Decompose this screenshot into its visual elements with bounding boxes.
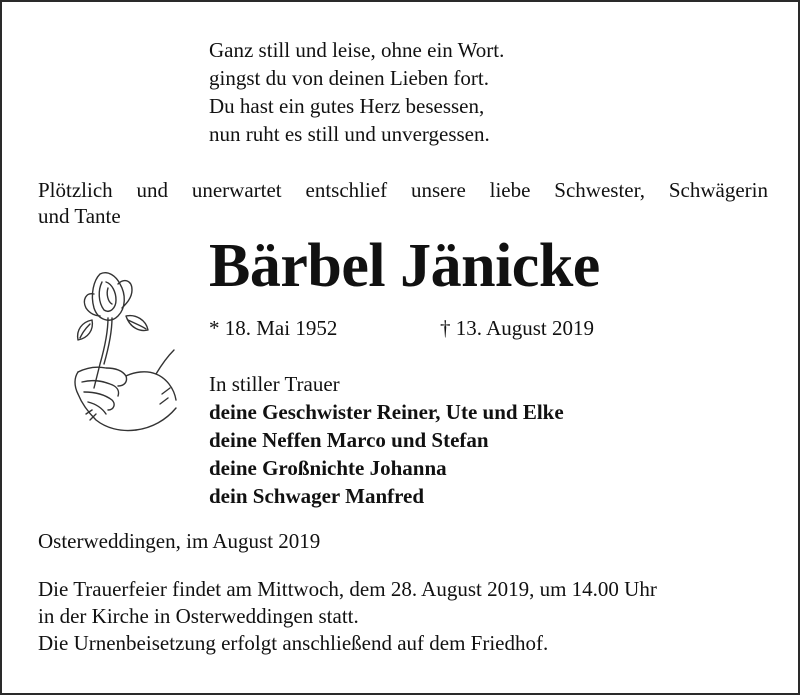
mourner-line: deine Geschwister Reiner, Ute und Elke bbox=[209, 400, 564, 424]
poem-line: Ganz still und leise, ohne ein Wort. bbox=[209, 38, 505, 62]
announcement-text bbox=[38, 177, 768, 229]
mourner-line: deine Neffen Marco und Stefan bbox=[209, 428, 489, 452]
announcement-line: und Tante bbox=[38, 204, 121, 228]
poem-line: gingst du von deinen Lieben fort. bbox=[209, 66, 489, 90]
funeral-service-info bbox=[38, 576, 657, 657]
service-line: Die Urnenbeisetzung erfolgt anschließend auf dem Friedhof. bbox=[38, 631, 549, 655]
mourner-line: dein Schwager Manfred bbox=[209, 484, 425, 508]
place-and-date: Osterweddingen, im August 2019 bbox=[38, 529, 321, 553]
death-date: † 13. August 2019 bbox=[440, 316, 595, 340]
service-line: in der Kirche in Osterweddingen statt. bbox=[38, 604, 359, 628]
poem-line: Du hast ein gutes Herz besessen, bbox=[209, 94, 485, 118]
service-line: Die Trauerfeier findet am Mittwoch, dem 28. August 2019, um 14.00 Uhr bbox=[38, 577, 657, 601]
mourners-heading: In stiller Trauer bbox=[209, 372, 340, 396]
mourner-line: deine Großnichte Johanna bbox=[209, 456, 447, 480]
announcement-line: Plötzlich und unerwartet entschlief unsere liebe Schwester, Schwägerin bbox=[38, 178, 768, 202]
deceased-name: Bärbel Jänicke bbox=[209, 232, 600, 300]
rose-in-hand-icon bbox=[66, 264, 186, 434]
poem-line: nun ruht es still und unvergessen. bbox=[209, 122, 490, 146]
mourners-list bbox=[209, 370, 564, 510]
memorial-poem bbox=[209, 36, 504, 148]
birth-date: * 18. Mai 1952 bbox=[209, 316, 338, 340]
